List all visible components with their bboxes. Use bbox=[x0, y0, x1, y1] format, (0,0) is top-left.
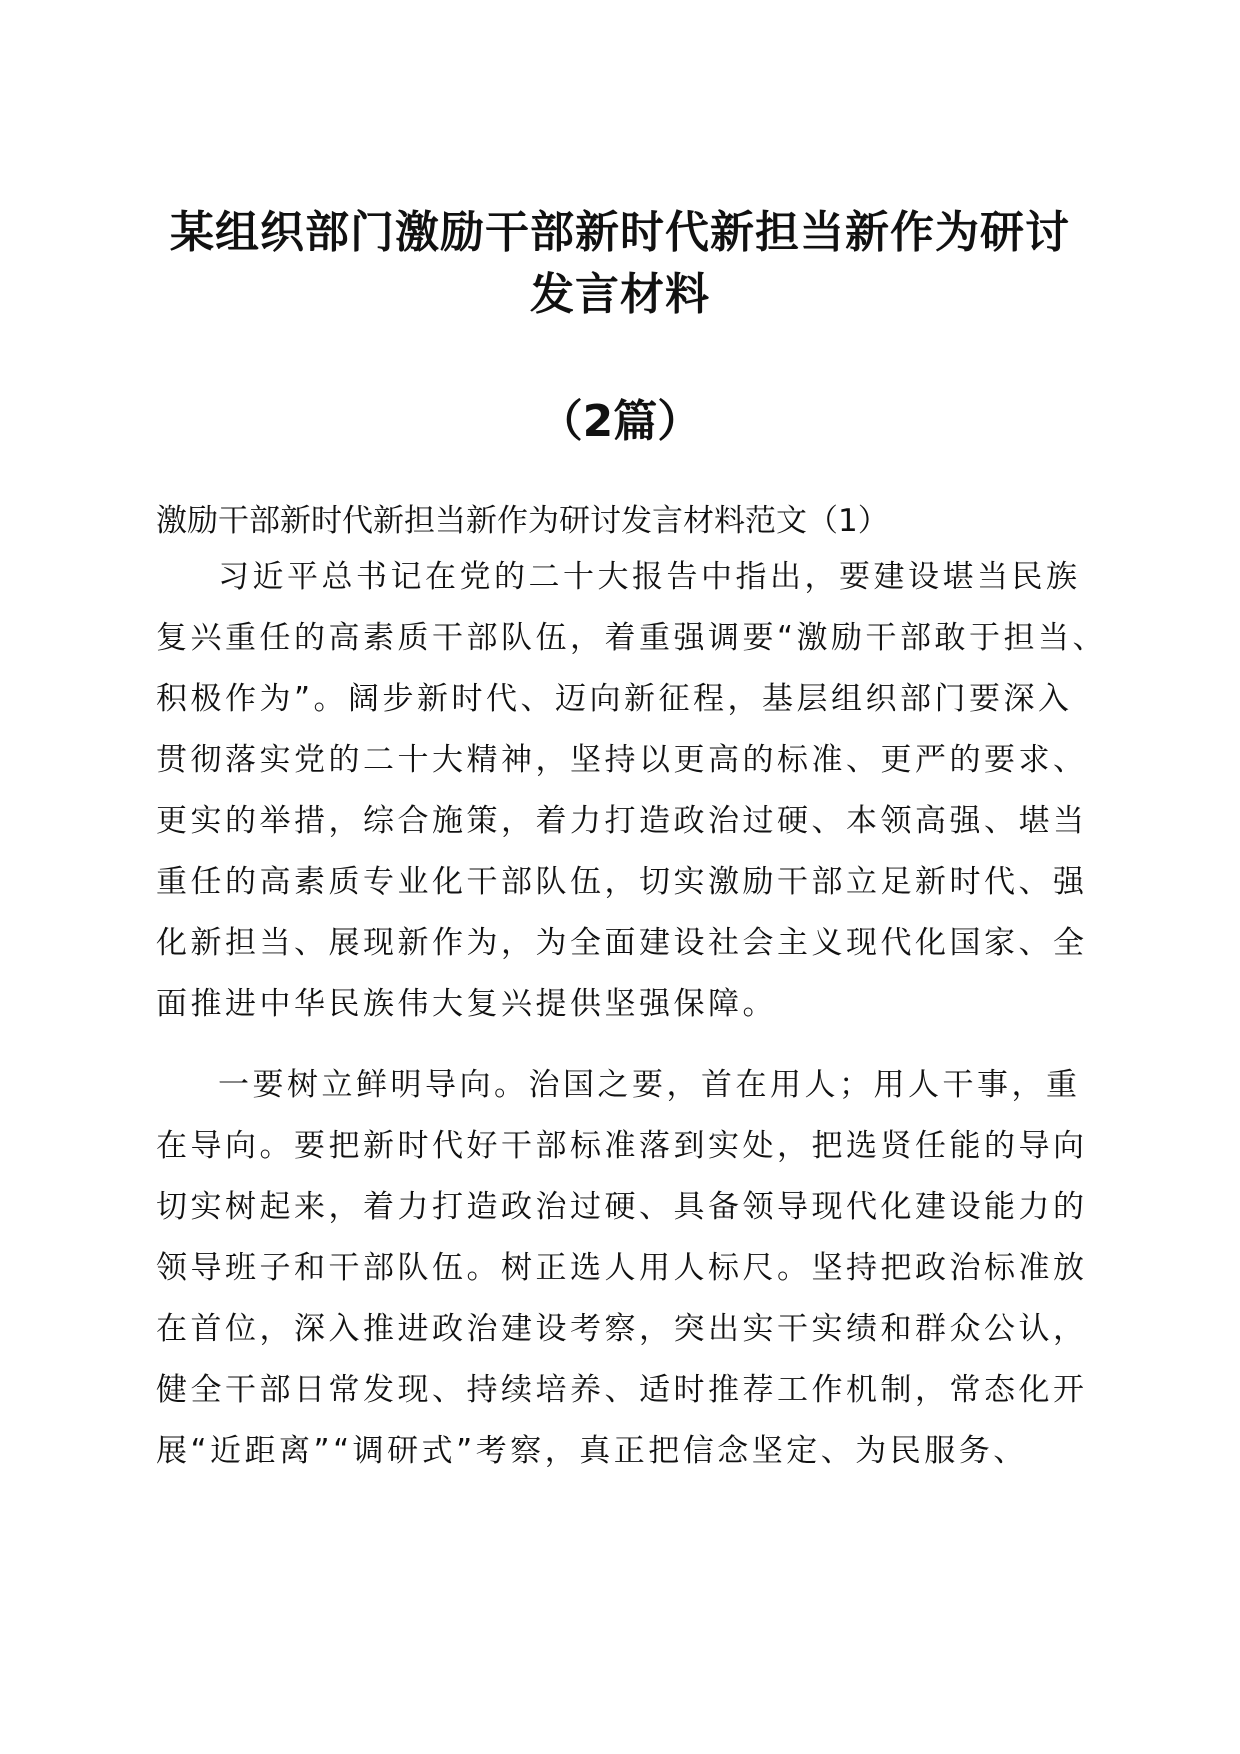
paragraph-2-line-6: 健全干部日常发现、持续培养、适时推荐工作机制，常态化开 bbox=[156, 1372, 1088, 1408]
paragraph-1-line-1: 习近平总书记在党的二十大报告中指出，要建设堪当民族 bbox=[218, 559, 1081, 595]
paragraph-1-line-2: 复兴重任的高素质干部队伍，着重强调要“激励干部敢于担当、 bbox=[156, 620, 1108, 656]
paragraph-1-line-8: 面推进中华民族伟大复兴提供坚强保障。 bbox=[156, 986, 777, 1022]
paragraph-1-line-6: 重任的高素质专业化干部队伍，切实激励干部立足新时代、强 bbox=[156, 864, 1088, 900]
paragraph-2-line-4: 领导班子和干部队伍。树正选人用人标尺。坚持把政治标准放 bbox=[156, 1250, 1088, 1286]
paragraph-1-line-3: 积极作为”。阔步新时代、迈向新征程，基层组织部门要深入 bbox=[156, 681, 1073, 717]
document-title-line-1: 某组织部门激励干部新时代新担当新作为研讨 bbox=[170, 207, 1070, 258]
paragraph-2-line-3: 切实树起来，着力打造政治过硬、具备领导现代化建设能力的 bbox=[156, 1189, 1088, 1225]
section-heading: 激励干部新时代新担当新作为研讨发言材料范文（1） bbox=[156, 503, 889, 539]
paragraph-1-line-5: 更实的举措，综合施策，着力打造政治过硬、本领高强、堪当 bbox=[156, 803, 1088, 839]
document-subtitle: （2篇） bbox=[538, 396, 702, 447]
paragraph-2-line-2: 在导向。要把新时代好干部标准落到实处，把选贤任能的导向 bbox=[156, 1128, 1088, 1164]
paragraph-2-line-1: 一要树立鲜明导向。治国之要，首在用人；用人干事，重 bbox=[218, 1067, 1081, 1103]
paragraph-1-line-4: 贯彻落实党的二十大精神，坚持以更高的标准、更严的要求、 bbox=[156, 742, 1088, 778]
document-title-line-2: 发言材料 bbox=[530, 269, 710, 320]
paragraph-2-line-7: 展“近距离”“调研式”考察，真正把信念坚定、为民服务、 bbox=[156, 1433, 1028, 1469]
paragraph-2-line-5: 在首位，深入推进政治建设考察，突出实干实绩和群众公认， bbox=[156, 1311, 1088, 1347]
paragraph-1-line-7: 化新担当、展现新作为，为全面建设社会主义现代化国家、全 bbox=[156, 925, 1088, 961]
